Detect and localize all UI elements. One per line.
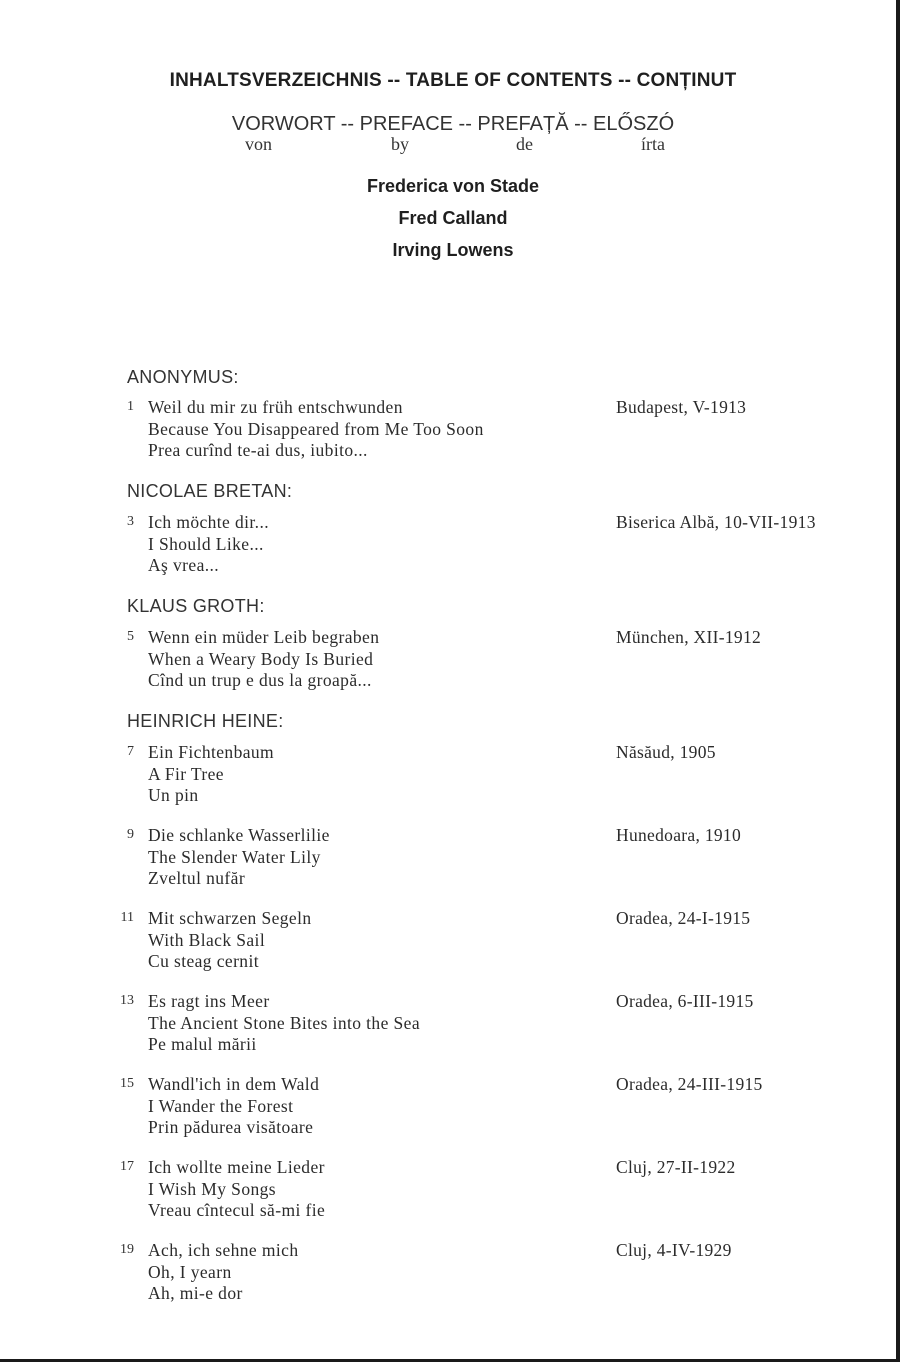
title-german: Wenn ein müder Leib begraben	[148, 627, 380, 647]
place-date: Biserica Albă, 10-VII-1913	[616, 512, 816, 532]
title-german: Die schlanke Wasserlilie	[148, 825, 330, 845]
by-word-romanian: de	[516, 134, 533, 154]
title-english: With Black Sail	[148, 929, 266, 950]
composer-heading: ANONYMUS:	[127, 367, 239, 387]
place-date: Oradea, 24-III-1915	[616, 1074, 763, 1094]
song-entry	[0, 742, 900, 808]
title-romanian: Cînd un trup e dus la groapă...	[148, 670, 372, 690]
title-english: The Slender Water Lily	[148, 846, 321, 867]
song-entry	[0, 627, 900, 693]
by-word-german: von	[245, 134, 272, 154]
title-romanian: Pe malul mării	[148, 1034, 257, 1054]
title-english: I Wish My Songs	[148, 1178, 276, 1199]
title-english: I Should Like...	[148, 533, 264, 554]
title-english: The Ancient Stone Bites into the Sea	[148, 1012, 420, 1033]
title-english: I Wander the Forest	[148, 1095, 294, 1116]
title-romanian: Ah, mi-e dor	[148, 1283, 243, 1303]
song-entry	[0, 825, 900, 891]
title-romanian: Zveltul nufăr	[148, 868, 246, 888]
title-english: Because You Disappeared from Me Too Soon	[148, 418, 484, 439]
page-number: 1	[127, 399, 134, 414]
composer-heading: NICOLAE BRETAN:	[127, 481, 293, 501]
song-entry	[0, 1074, 900, 1140]
place-date: München, XII-1912	[616, 627, 762, 647]
song-entry	[0, 1157, 900, 1223]
title-romanian: Un pin	[148, 785, 199, 805]
page-number: 3	[127, 514, 134, 529]
page-title: INHALTSVERZEICHNIS -- TABLE OF CONTENTS -- CONȚINUT	[169, 70, 737, 91]
page-number: 13	[120, 993, 134, 1008]
song-entry	[0, 991, 900, 1057]
title-english: A Fir Tree	[148, 763, 224, 784]
song-entry	[0, 397, 900, 463]
composer-heading: KLAUS GROTH:	[127, 596, 265, 616]
title-german: Weil du mir zu früh entschwunden	[148, 397, 403, 417]
page-number: 7	[127, 744, 134, 759]
preface-by-row	[0, 134, 900, 158]
title-romanian: Aş vrea...	[148, 555, 220, 575]
preface-author: Frederica von Stade	[366, 176, 540, 196]
place-date: Oradea, 24-I-1915	[616, 908, 751, 928]
title-english: Oh, I yearn	[148, 1261, 232, 1282]
song-entry	[0, 512, 900, 578]
preface-heading: VORWORT -- PREFACE -- PREFAȚĂ -- ELŐSZÓ	[231, 113, 675, 135]
preface-author: Irving Lowens	[392, 240, 514, 260]
page-number: 17	[120, 1159, 134, 1174]
page-number: 11	[120, 910, 134, 925]
song-entry	[0, 1240, 900, 1306]
page-number: 5	[127, 629, 134, 644]
title-german: Ich möchte dir...	[148, 512, 270, 532]
title-german: Ach, ich sehne mich	[148, 1240, 299, 1260]
title-german: Mit schwarzen Segeln	[148, 908, 312, 928]
title-romanian: Vreau cîntecul să-mi fie	[148, 1200, 326, 1220]
preface-author: Fred Calland	[398, 208, 508, 228]
page-number: 15	[120, 1076, 134, 1091]
place-date: Budapest, V-1913	[616, 397, 747, 417]
title-english: When a Weary Body Is Buried	[148, 648, 374, 669]
title-german: Ich wollte meine Lieder	[148, 1157, 325, 1177]
place-date: Oradea, 6-III-1915	[616, 991, 754, 1011]
by-word-english: by	[391, 134, 409, 154]
composer-heading: HEINRICH HEINE:	[127, 711, 284, 731]
place-date: Hunedoara, 1910	[616, 825, 742, 845]
page-number: 19	[120, 1242, 134, 1257]
title-german: Es ragt ins Meer	[148, 991, 270, 1011]
place-date: Cluj, 4-IV-1929	[616, 1240, 732, 1260]
title-german: Wandl'ich in dem Wald	[148, 1074, 320, 1094]
place-date: Cluj, 27-II-1922	[616, 1157, 736, 1177]
page-number: 9	[127, 827, 134, 842]
title-romanian: Prea curînd te-ai dus, iubito...	[148, 440, 368, 460]
title-german: Ein Fichtenbaum	[148, 742, 275, 762]
title-romanian: Cu steag cernit	[148, 951, 259, 971]
by-word-hungarian: írta	[641, 134, 665, 154]
title-romanian: Prin pădurea visătoare	[148, 1117, 314, 1137]
place-date: Năsăud, 1905	[616, 742, 716, 762]
song-entry	[0, 908, 900, 974]
